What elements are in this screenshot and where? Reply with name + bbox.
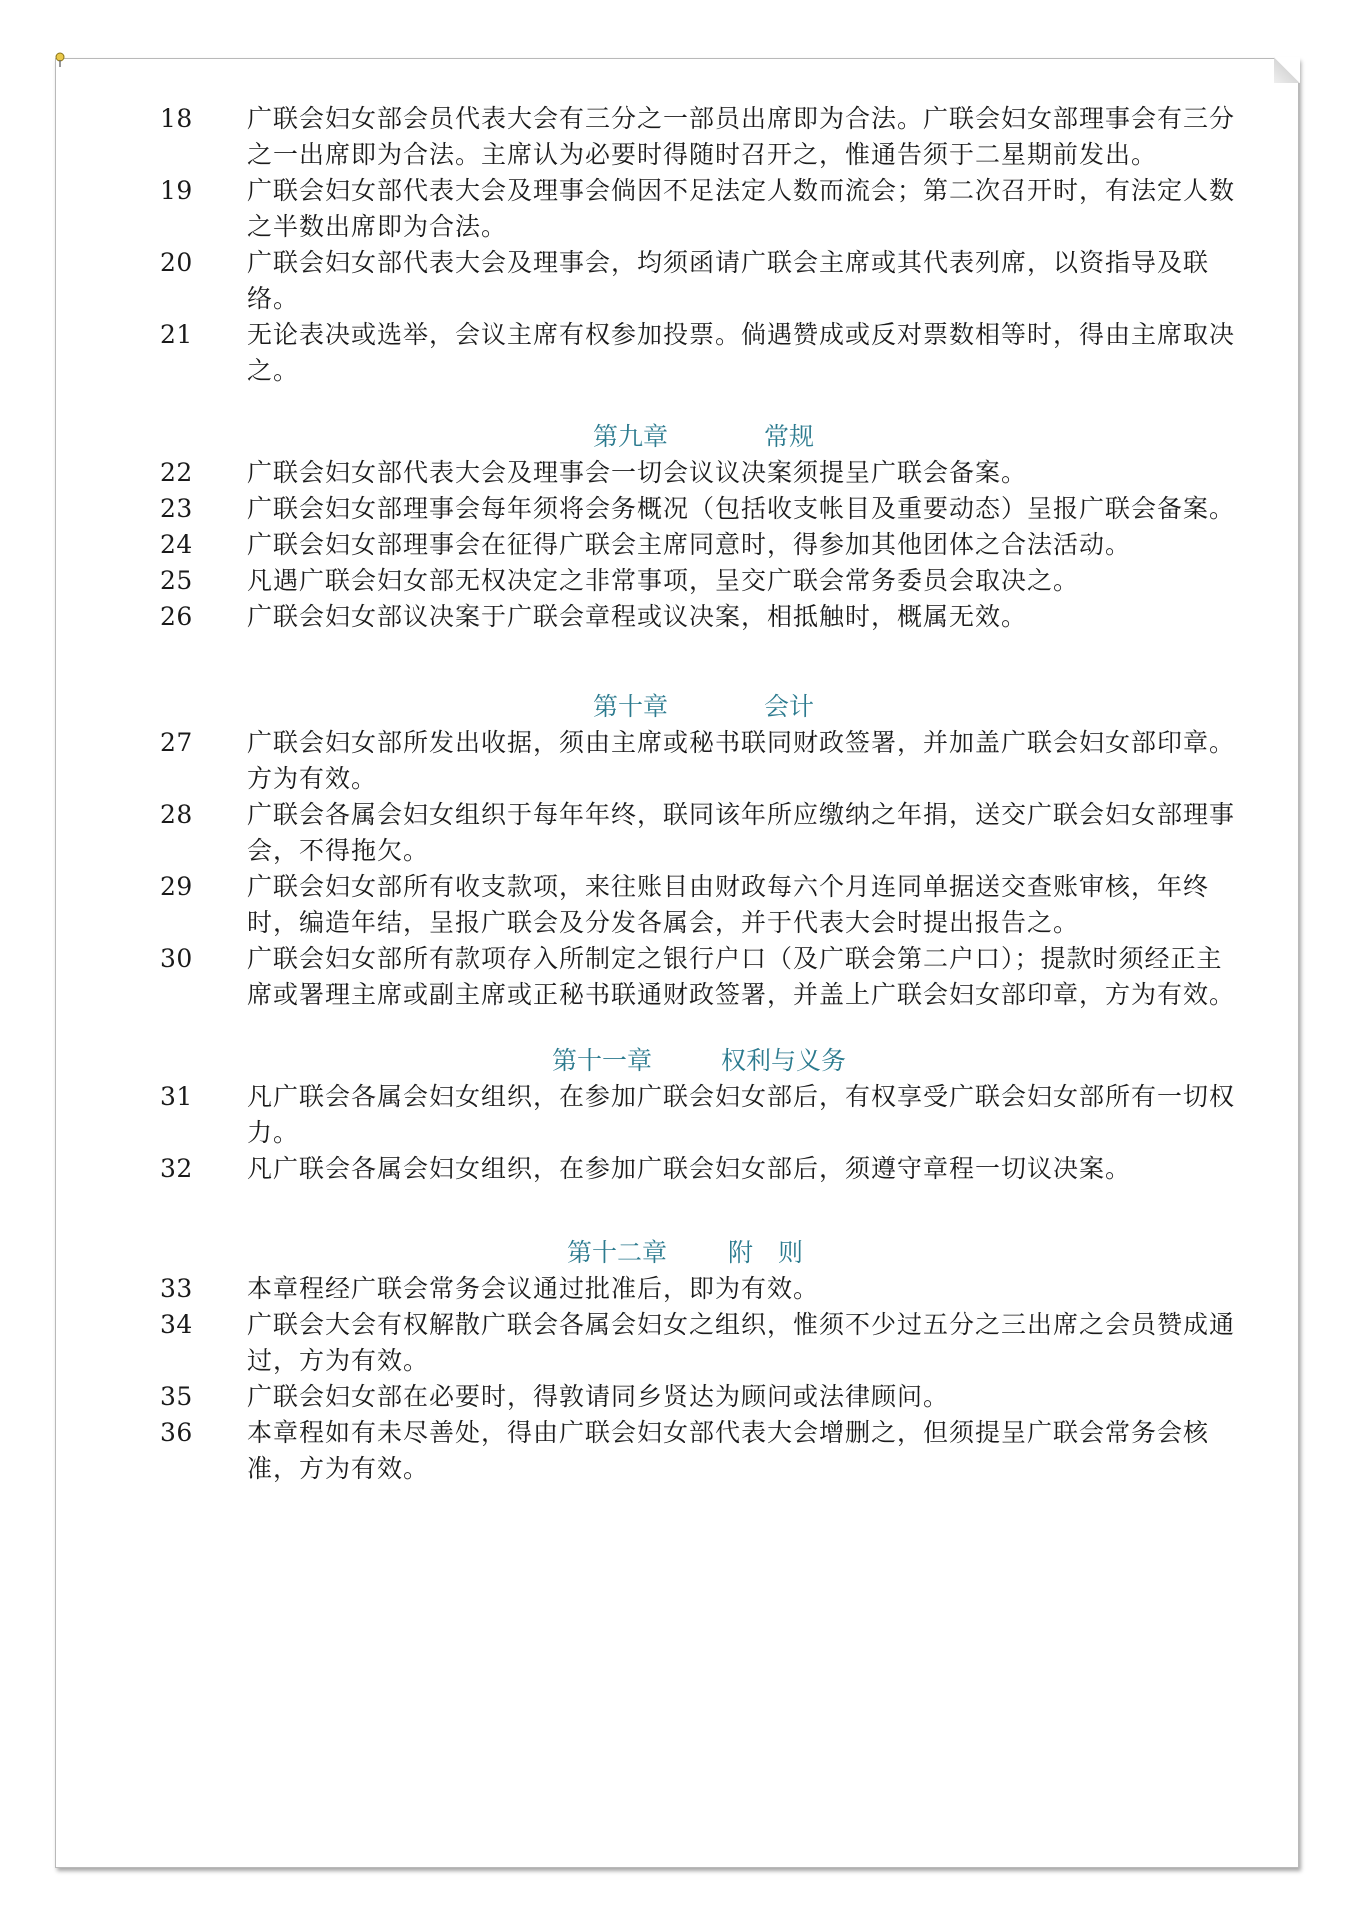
chapter-title: 会计 (764, 692, 815, 721)
article-number: 18 (160, 104, 193, 133)
article-35 (160, 1379, 1240, 1415)
article-text: 广联会妇女部所有款项存入所制定之银行户口（及广联会第二户口）；提款时须经正主席或署理主席或副主席或正秘书联通财政签署，并盖上广联会妇女部印章，方为有效。 (247, 944, 1236, 1009)
article-number: 22 (160, 458, 193, 487)
article-22 (160, 455, 1240, 491)
article-text: 广联会妇女部会员代表大会有三分之一部员出席即为合法。广联会妇女部理事会有三分之一出席即为合法。主席认为必要时得随时召开之，惟通告须于二星期前发出。 (247, 104, 1236, 169)
chapter-number: 第九章 (593, 422, 669, 451)
chapter-12 (160, 1235, 1240, 1487)
article-26 (160, 599, 1240, 635)
article-text: 广联会各属会妇女组织于每年年终，联同该年所应缴纳之年捐，送交广联会妇女部理事会，不得拖欠。 (247, 800, 1236, 865)
article-text: 本章程经广联会常务会议通过批准后，即为有效。 (247, 1274, 820, 1303)
article-number: 34 (160, 1310, 193, 1339)
article-number: 20 (160, 248, 193, 277)
article-number: 28 (160, 800, 193, 829)
article-32 (160, 1151, 1240, 1187)
article-text: 广联会妇女部所发出收据，须由主席或秘书联同财政签署，并加盖广联会妇女部印章。方为有效。 (247, 728, 1236, 793)
article-text: 广联会妇女部所有收支款项，来往账目由财政每六个月连同单据送交查账审核，年终时，编造年结，呈报广联会及分发各属会，并于代表大会时提出报告之。 (247, 872, 1210, 937)
chapter-continuation (160, 101, 1240, 389)
article-36 (160, 1415, 1240, 1487)
chapter-10 (160, 689, 1240, 1013)
chapter-title: 附 则 (728, 1238, 804, 1267)
article-18 (160, 101, 1240, 173)
article-text: 广联会大会有权解散广联会各属会妇女之组织，惟须不少过五分之三出席之会员赞成通过，方为有效。 (247, 1310, 1236, 1375)
article-text: 广联会妇女部在必要时，得敦请同乡贤达为顾问或法律顾问。 (247, 1382, 950, 1411)
article-text: 凡遇广联会妇女部无权决定之非常事项，呈交广联会常务委员会取决之。 (247, 566, 1080, 595)
article-text: 凡广联会各属会妇女组织，在参加广联会妇女部后，须遵守章程一切议决案。 (247, 1154, 1132, 1183)
article-text: 凡广联会各属会妇女组织，在参加广联会妇女部后，有权享受广联会妇女部所有一切权力。 (247, 1082, 1236, 1147)
article-number: 27 (160, 728, 193, 757)
article-text: 本章程如有未尽善处，得由广联会妇女部代表大会增删之，但须提呈广联会常务会核准，方为有效。 (247, 1418, 1210, 1483)
article-number: 33 (160, 1274, 193, 1303)
pushpin-icon (54, 52, 66, 68)
article-28 (160, 797, 1240, 869)
article-number: 26 (160, 602, 193, 631)
article-text: 广联会妇女部理事会在征得广联会主席同意时，得参加其他团体之合法活动。 (247, 530, 1132, 559)
article-23 (160, 491, 1240, 527)
article-number: 35 (160, 1382, 193, 1411)
chapter-number: 第十二章 (567, 1238, 668, 1267)
article-number: 31 (160, 1082, 193, 1111)
article-number: 36 (160, 1418, 193, 1447)
article-text: 广联会妇女部代表大会及理事会，均须函请广联会主席或其代表列席，以资指导及联络。 (247, 248, 1210, 313)
article-text: 广联会妇女部代表大会及理事会倘因不足法定人数而流会；第二次召开时，有法定人数之半数出席即为合法。 (247, 176, 1236, 241)
article-number: 21 (160, 320, 193, 349)
article-text: 广联会妇女部议决案于广联会章程或议决案，相抵触时，概属无效。 (247, 602, 1028, 631)
chapter-number: 第十章 (593, 692, 669, 721)
article-number: 24 (160, 530, 193, 559)
chapter-number: 第十一章 (552, 1046, 653, 1075)
article-20 (160, 245, 1240, 317)
article-number: 23 (160, 494, 193, 523)
article-number: 30 (160, 944, 193, 973)
article-21 (160, 317, 1240, 389)
chapter-heading (160, 689, 1240, 725)
chapter-heading (160, 1235, 1240, 1271)
article-30 (160, 941, 1240, 1013)
article-text: 无论表决或选举，会议主席有权参加投票。倘遇赞成或反对票数相等时，得由主席取决之。 (247, 320, 1236, 385)
article-29 (160, 869, 1240, 941)
document-body (160, 101, 1240, 1487)
article-number: 19 (160, 176, 193, 205)
chapter-heading (160, 1043, 1240, 1079)
article-34 (160, 1307, 1240, 1379)
article-27 (160, 725, 1240, 797)
article-number: 25 (160, 566, 193, 595)
article-text: 广联会妇女部理事会每年须将会务概况（包括收支帐目及重要动态）呈报广联会备案。 (247, 494, 1236, 523)
chapter-heading (160, 419, 1240, 455)
chapter-9 (160, 419, 1240, 635)
article-31 (160, 1079, 1240, 1151)
chapter-title: 常规 (764, 422, 815, 451)
article-text: 广联会妇女部代表大会及理事会一切会议议决案须提呈广联会备案。 (247, 458, 1028, 487)
chapter-11 (160, 1043, 1240, 1187)
article-24 (160, 527, 1240, 563)
article-25 (160, 563, 1240, 599)
chapter-title: 权利与义务 (721, 1046, 847, 1075)
article-number: 32 (160, 1154, 193, 1183)
page-corner-fold (1274, 57, 1300, 83)
article-number: 29 (160, 872, 193, 901)
article-33 (160, 1271, 1240, 1307)
article-19 (160, 173, 1240, 245)
